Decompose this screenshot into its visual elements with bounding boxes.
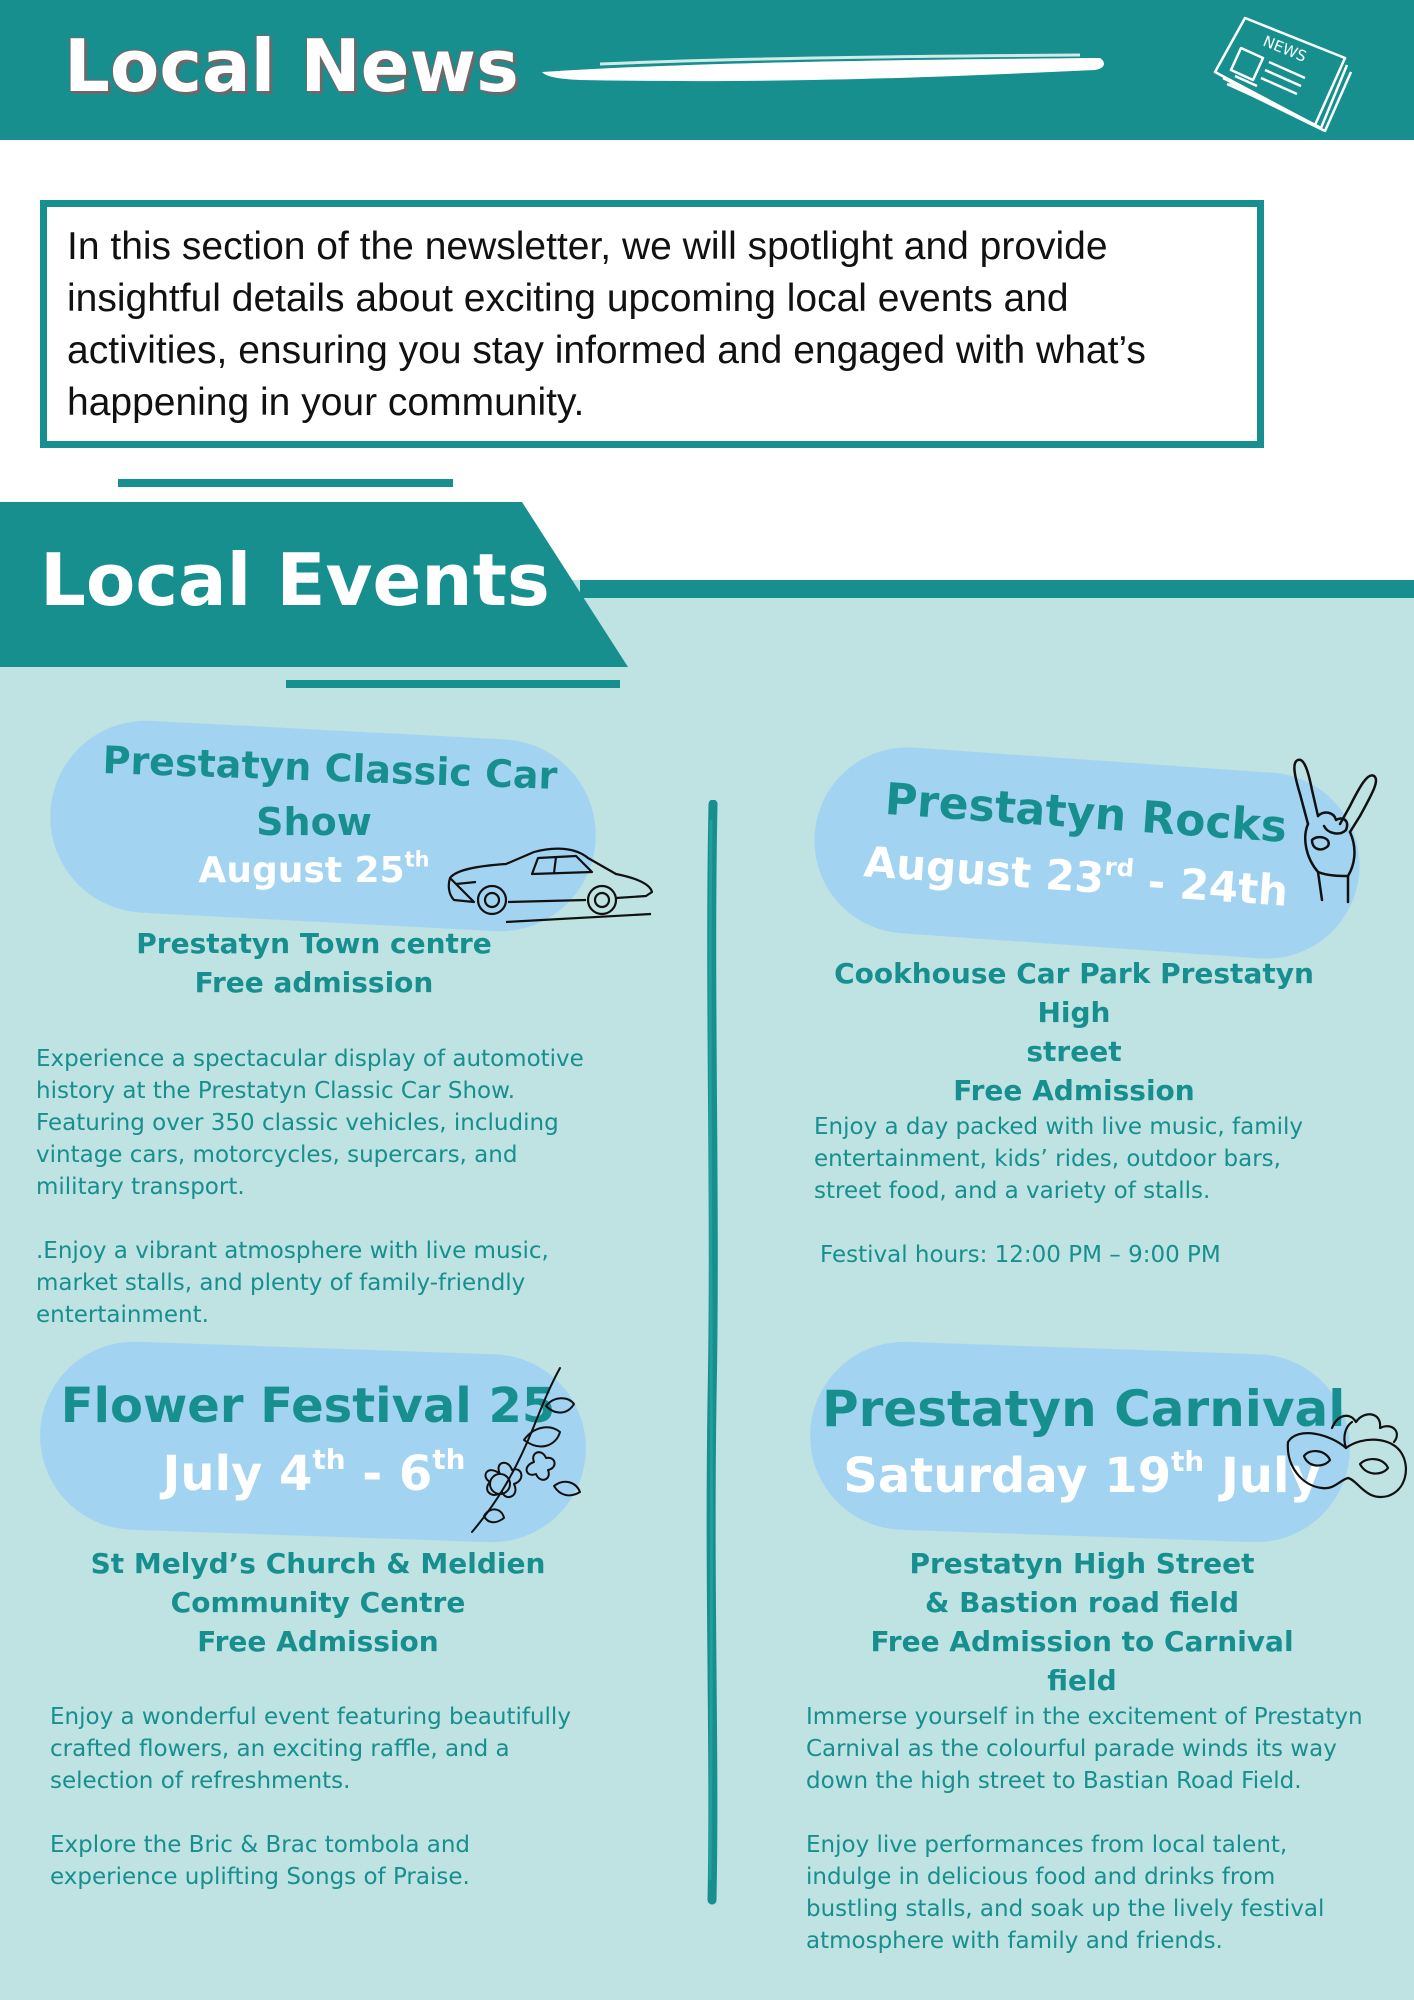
event-location: Cookhouse Car Park Prestatyn High street Free Admission (834, 957, 1314, 1107)
event-pill-carnival (807, 1339, 1353, 1546)
event-description: Enjoy a day packed with live music, family entertainment, kids’ rides, outdoor bars, street food, and a variety of stalls. Festival hours: 12:00 PM – 9:00 PM (814, 1114, 1303, 1268)
event-title: Show (256, 800, 372, 844)
intro-text (67, 221, 1237, 429)
intro-line: In this section of the newsletter, we will spotlight and provide (67, 225, 1108, 268)
classic-car-icon (446, 844, 656, 924)
event-date: Saturday 19th July (843, 1445, 1321, 1504)
events-band (580, 580, 1414, 598)
newspaper-icon (1205, 10, 1355, 135)
divider-line-top (118, 479, 453, 487)
event-location: Prestatyn Town centre Free admission (136, 927, 492, 999)
event-description: Experience a spectacular display of automotive history at the Prestatyn Classic Car Show. Featuring over 350 classic vehicles, including vintage cars, motorcycles, supercars, and military transport. .Enjoy a vibrant atmosphere with live music, market stalls, and plenty of family-friendly entertainment. (36, 1046, 584, 1328)
column-divider (700, 800, 726, 1905)
brush-stroke-decoration (540, 50, 1110, 96)
divider-line-bottom (286, 680, 620, 688)
event-description: Immerse yourself in the excitement of Prestatyn Carnival as the colourful parade winds its way down the high street to Bastian Road Field. Enjoy live performances from local talent, indulge in delicious food and drinks from bustling stalls, and soak up the lively festival atmosphere with family and friends. (806, 1704, 1363, 1954)
page-title: Local News (64, 24, 519, 108)
intro-line: activities, ensuring you stay informed and engaged with what’s (67, 329, 1146, 372)
event-title: Flower Festival 25 (60, 1378, 556, 1434)
header-bar (0, 0, 1414, 140)
carnival-mask-icon (1282, 1406, 1412, 1516)
intro-line: happening in your community. (67, 381, 585, 424)
rock-hand-icon (1288, 754, 1384, 904)
event-title: Prestatyn Carnival (822, 1380, 1346, 1438)
event-location: St Melyd’s Church & Meldien Community Centre Free Admission (90, 1547, 546, 1658)
intro-box (40, 200, 1264, 448)
event-description: Enjoy a wonderful event featuring beautifully crafted flowers, an exciting raffle, and a selection of refreshments. Explore the Bric & Brac tombola and experience uplifting Songs of Praise. (50, 1704, 571, 1890)
newspaper-label: NEWS (1260, 32, 1310, 66)
intro-line: insightful details about exciting upcoming local events and (67, 277, 1069, 320)
event-title: Prestatyn Classic Car (101, 738, 559, 798)
flower-icon (464, 1366, 588, 1536)
section-title: Local Events (40, 538, 550, 622)
event-date: August 23rd - 24th (862, 837, 1290, 916)
event-date: August 25th (198, 847, 430, 891)
event-title: Prestatyn Rocks (883, 774, 1289, 853)
event-date: July 4th - 6th (162, 1443, 466, 1502)
event-location: Prestatyn High Street & Bastion road field Free Admission to Carnival field (870, 1547, 1294, 1697)
